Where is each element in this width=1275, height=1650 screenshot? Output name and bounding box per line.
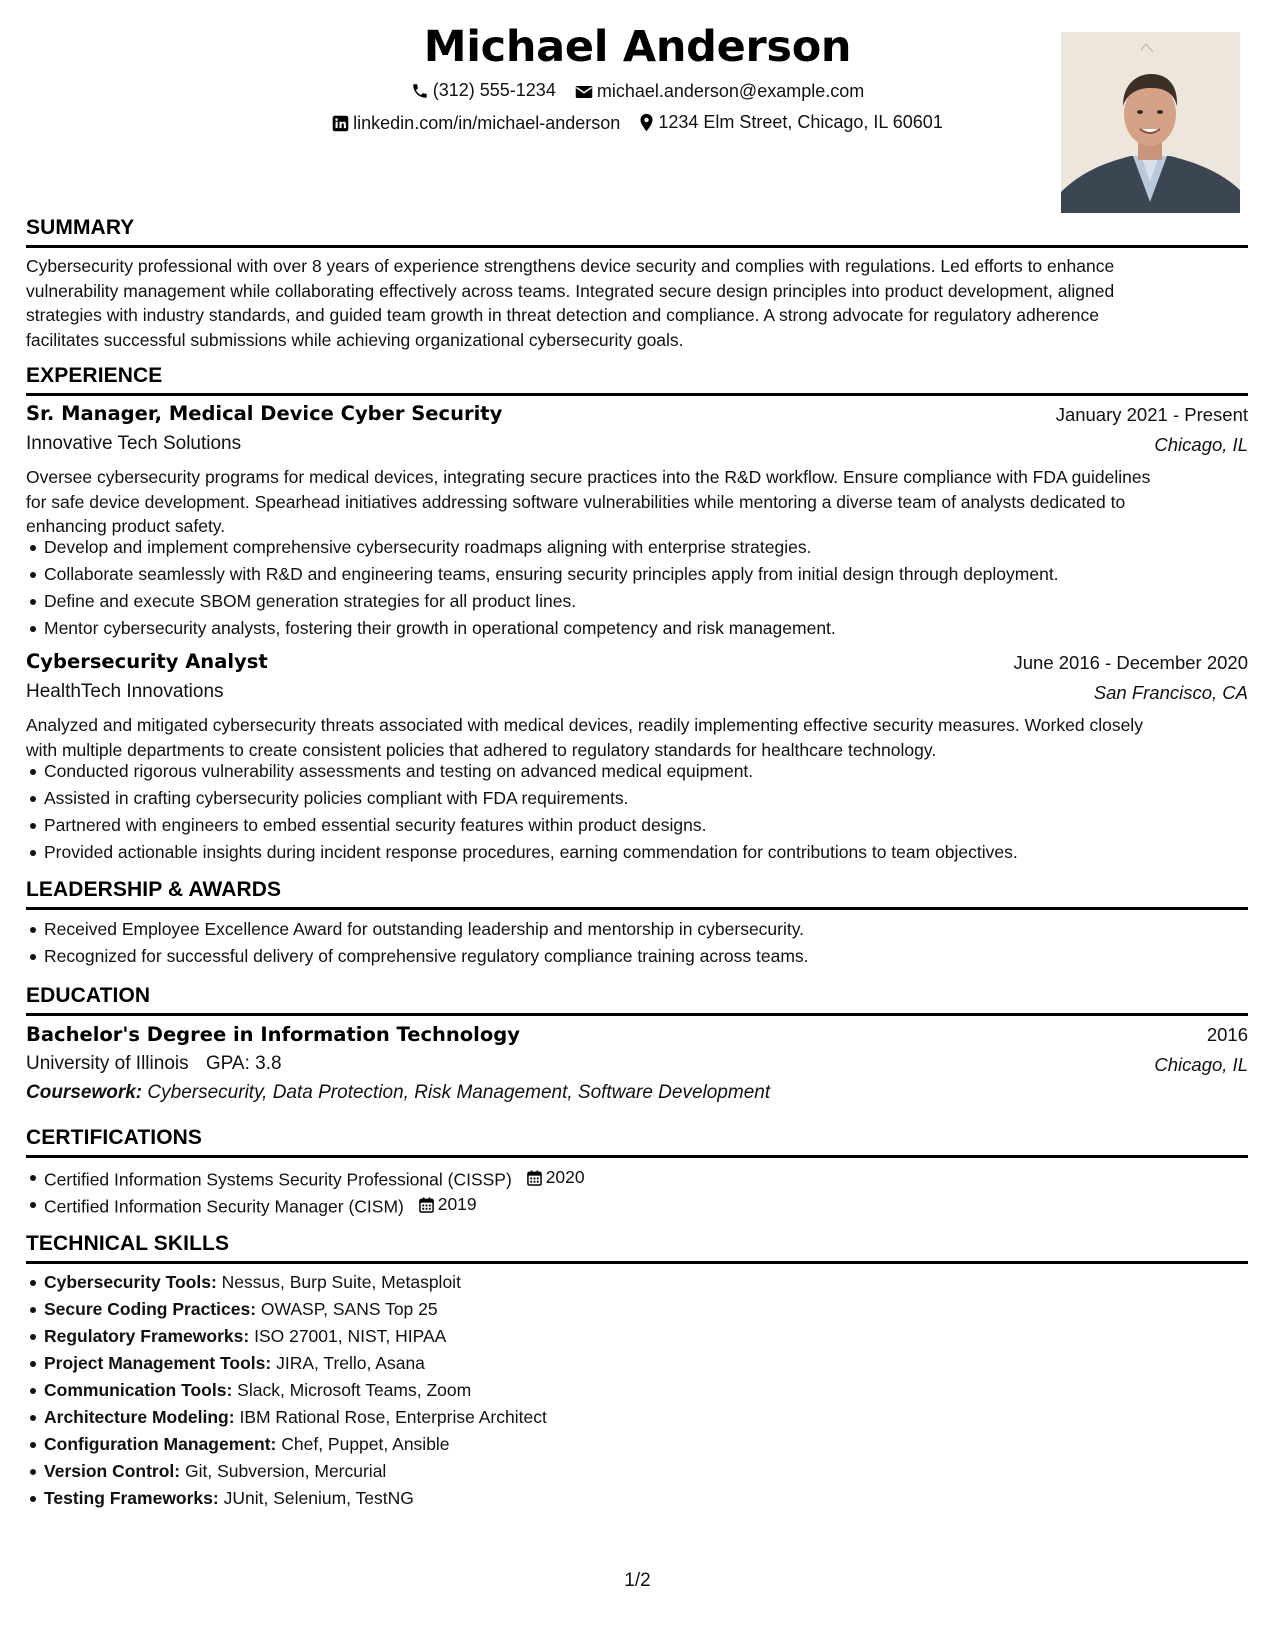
skill-label: Secure Coding Practices: xyxy=(44,1299,257,1319)
job-description xyxy=(26,465,1248,539)
list-item: Collaborate seamlessly with R&D and engineering teams, ensuring security principles apply from initial design through deployment. xyxy=(26,561,1248,588)
list-item: Partnered with engineers to embed essential security features within product designs. xyxy=(26,812,1248,839)
job-description-line: enhancing product safety. xyxy=(26,516,226,536)
phone-text: (312) 555-1234 xyxy=(432,80,556,100)
list-item xyxy=(26,1323,1248,1350)
skill-label: Cybersecurity Tools: xyxy=(44,1272,217,1292)
certifications-heading: CERTIFICATIONS xyxy=(26,1126,203,1149)
address-text: 1234 Elm Street, Chicago, IL 60601 xyxy=(658,112,943,132)
skills-divider xyxy=(26,1261,1248,1264)
summary-text xyxy=(26,254,1248,352)
school-location: Chicago, IL xyxy=(1154,1054,1248,1075)
certifications-divider xyxy=(26,1155,1248,1158)
cert-year-text: 2020 xyxy=(545,1167,585,1187)
list-item xyxy=(26,1431,1248,1458)
leadership-divider xyxy=(26,907,1248,910)
skill-value: Nessus, Burp Suite, Metasploit xyxy=(221,1272,461,1292)
summary-divider xyxy=(26,245,1248,248)
envelope-icon xyxy=(575,84,593,100)
job-description-line: with multiple departments to create consistent policies that adhered to regulatory standards for healthcare technology. xyxy=(26,739,937,760)
skill-label: Communication Tools: xyxy=(44,1380,233,1400)
contact-linkedin[interactable] xyxy=(332,113,620,134)
degree-title: Bachelor's Degree in Information Technology xyxy=(26,1023,520,1046)
experience-heading: EXPERIENCE xyxy=(26,364,163,387)
skill-value: JIRA, Trello, Asana xyxy=(276,1353,425,1373)
list-item: Define and execute SBOM generation strategies for all product lines. xyxy=(26,588,1248,615)
skill-label: Version Control: xyxy=(44,1461,181,1481)
skill-label: Project Management Tools: xyxy=(44,1353,272,1373)
list-item: Recognized for successful delivery of comprehensive regulatory compliance training across teams. xyxy=(26,943,1248,970)
profile-photo xyxy=(1061,32,1240,213)
job-description-line: for safe device development. Spearhead initiatives addressing software vulnerabilities while mentoring a diverse team of analysts dedicated to xyxy=(26,491,1126,512)
job-company: Innovative Tech Solutions xyxy=(26,433,242,454)
list-item: Assisted in crafting cybersecurity policies compliant with FDA requirements. xyxy=(26,785,1248,812)
skills-list xyxy=(26,1269,1248,1512)
job-title: Sr. Manager, Medical Device Cyber Security xyxy=(26,402,503,425)
list-item xyxy=(26,1377,1248,1404)
job-description xyxy=(26,713,1248,762)
skill-value: IBM Rational Rose, Enterprise Architect xyxy=(239,1407,547,1427)
skill-value: Slack, Microsoft Teams, Zoom xyxy=(237,1380,472,1400)
list-item: Mentor cybersecurity analysts, fostering their growth in operational competency and risk management. xyxy=(26,615,1248,642)
job-location: San Francisco, CA xyxy=(1093,682,1248,703)
summary-line: facilitates successful submissions while achieving organizational cybersecurity goals. xyxy=(26,329,684,350)
leadership-bullets xyxy=(26,916,1248,970)
cert-year xyxy=(527,1164,585,1191)
job-description-line: Oversee cybersecurity programs for medical devices, integrating secure practices into the R&D workflow. Ensure compliance with FDA guidelines xyxy=(26,467,1151,487)
skill-label: Configuration Management: xyxy=(44,1434,277,1454)
list-item xyxy=(26,1269,1248,1296)
cert-year xyxy=(419,1191,477,1218)
phone-icon xyxy=(411,82,429,100)
skills-heading: TECHNICAL SKILLS xyxy=(26,1232,230,1255)
candidate-name: Michael Anderson xyxy=(423,22,852,72)
skill-value: Chef, Puppet, Ansible xyxy=(281,1434,450,1454)
map-pin-icon xyxy=(639,113,654,132)
skill-value: Git, Subversion, Mercurial xyxy=(185,1461,387,1481)
skill-label: Testing Frameworks: xyxy=(44,1488,219,1508)
job-dates: June 2016 - December 2020 xyxy=(1013,652,1248,673)
list-item: Conducted rigorous vulnerability assessments and testing on advanced medical equipment. xyxy=(26,758,1248,785)
job-location: Chicago, IL xyxy=(1154,434,1248,455)
skill-value: OWASP, SANS Top 25 xyxy=(260,1299,438,1319)
cert-name: Certified Information Systems Security Professional (CISSP) xyxy=(44,1169,512,1190)
email-text[interactable]: michael.anderson@example.com xyxy=(596,81,865,101)
coursework xyxy=(26,1082,770,1104)
summary-line: vulnerability management while collaborating effectively across teams. Integrated secure design principles into product development, aligned xyxy=(26,280,1115,301)
cert-name: Certified Information Security Manager (CISM) xyxy=(44,1196,404,1217)
job-description-line: Analyzed and mitigated cybersecurity threats associated with medical devices, readily implementing effective security measures. Worked closely xyxy=(26,715,1143,735)
list-item: Provided actionable insights during incident response procedures, earning commendation for contributions to team objectives. xyxy=(26,839,1248,866)
list-item xyxy=(26,1350,1248,1377)
coursework-list: Cybersecurity, Data Protection, Risk Management, Software Development xyxy=(147,1082,771,1103)
education-heading: EDUCATION xyxy=(26,984,151,1007)
school-name: University of Illinois xyxy=(26,1053,189,1074)
list-item xyxy=(26,1458,1248,1485)
contact-address xyxy=(639,112,943,133)
contact-email[interactable] xyxy=(575,81,864,102)
linkedin-text[interactable]: linkedin.com/in/michael-anderson xyxy=(353,113,621,133)
summary-line: Cybersecurity professional with over 8 years of experience strengthens device security and complies with regulations. Led efforts to enhance xyxy=(26,256,1115,276)
job-dates: January 2021 - Present xyxy=(1055,404,1248,425)
certifications-list xyxy=(26,1164,1248,1218)
skill-value: JUnit, Selenium, TestNG xyxy=(223,1488,414,1508)
skill-label: Architecture Modeling: xyxy=(44,1407,235,1427)
calendar-icon xyxy=(419,1197,434,1213)
page-number: 1/2 xyxy=(624,1570,651,1591)
school-line xyxy=(26,1053,282,1075)
graduation-year: 2016 xyxy=(1206,1024,1248,1045)
job-company: HealthTech Innovations xyxy=(26,681,224,702)
coursework-label: Coursework: xyxy=(26,1082,143,1103)
list-item: Received Employee Excellence Award for outstanding leadership and mentorship in cybersecurity. xyxy=(26,916,1248,943)
education-divider xyxy=(26,1013,1248,1016)
skill-value: ISO 27001, NIST, HIPAA xyxy=(254,1326,447,1346)
cert-year-text: 2019 xyxy=(437,1194,477,1214)
skill-label: Regulatory Frameworks: xyxy=(44,1326,250,1346)
calendar-icon xyxy=(527,1170,542,1186)
summary-heading: SUMMARY xyxy=(26,216,135,239)
linkedin-icon xyxy=(332,115,349,132)
experience-divider xyxy=(26,393,1248,396)
job-bullets xyxy=(26,534,1248,642)
list-item xyxy=(26,1296,1248,1323)
job-title: Cybersecurity Analyst xyxy=(26,650,268,673)
summary-line: strategies with industry standards, and guided team growth in threat detection and compliance. A strong advocate for regulatory adherence xyxy=(26,305,1100,325)
gpa: GPA: 3.8 xyxy=(205,1053,282,1074)
list-item: Develop and implement comprehensive cybersecurity roadmaps aligning with enterprise strategies. xyxy=(26,534,1248,561)
leadership-heading: LEADERSHIP & AWARDS xyxy=(26,878,282,901)
list-item xyxy=(26,1404,1248,1431)
contact-phone xyxy=(411,80,556,101)
list-item xyxy=(26,1485,1248,1512)
list-item xyxy=(26,1191,1248,1218)
job-bullets xyxy=(26,758,1248,866)
list-item xyxy=(26,1164,1248,1191)
